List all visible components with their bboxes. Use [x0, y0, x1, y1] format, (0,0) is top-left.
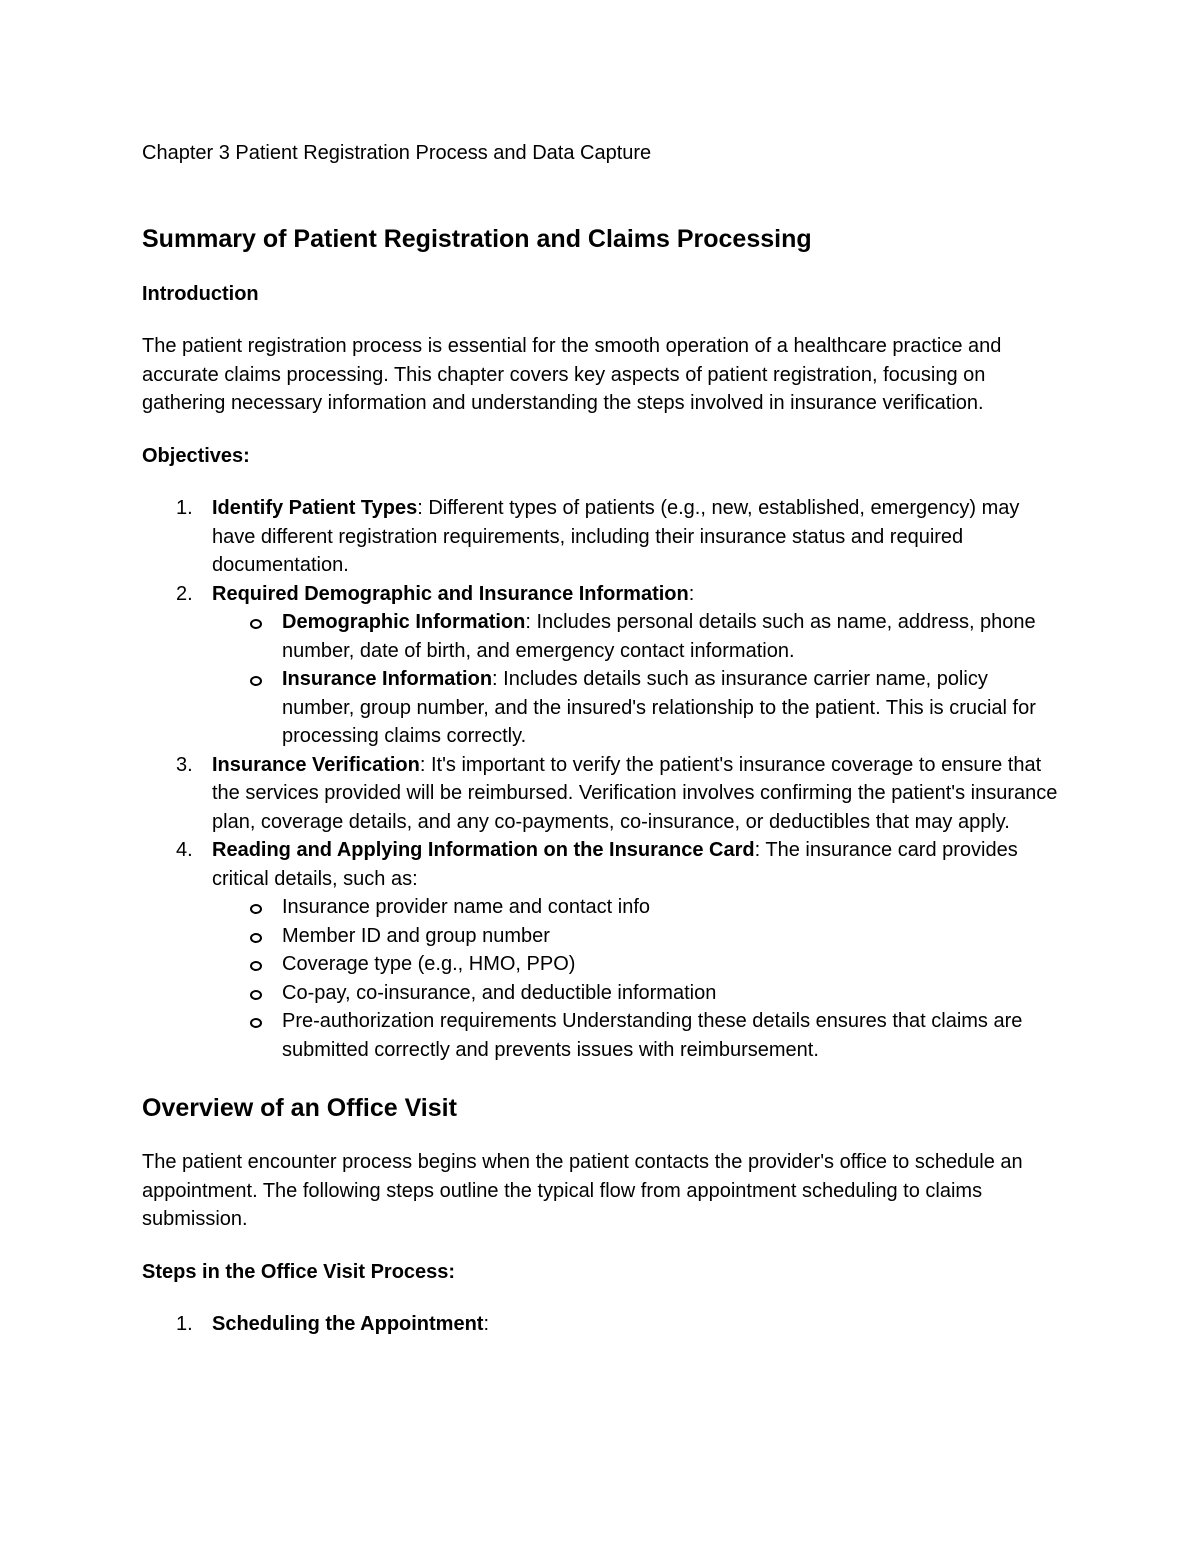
- circle-bullet-icon: [250, 904, 262, 914]
- objective-text: : The insurance card provides critical details, such as:: [212, 839, 1018, 890]
- sub-item-title: Demographic Information: [282, 611, 526, 633]
- sub-item-text: Member ID and group number: [282, 924, 550, 947]
- list-number: 3.: [176, 753, 193, 776]
- objective-item-3: [142, 751, 1062, 837]
- sub-item-text: : Includes details such as insurance carrier name, policy number, group number, and the insured's relationship to the patient. This is crucial for processing claims correctly.: [282, 668, 1036, 747]
- overview-heading: Overview of an Office Visit: [142, 1094, 457, 1122]
- objectives-list: [142, 494, 1062, 1064]
- objective-title: Reading and Applying Information on the Insurance Card: [212, 839, 755, 861]
- circle-bullet-icon: [250, 933, 262, 943]
- sub-item: [212, 922, 1062, 951]
- list-number: 1.: [176, 497, 193, 519]
- steps-heading: Steps in the Office Visit Process:: [142, 1260, 456, 1283]
- sub-item-text: Pre-authorization requirements Understanding these details ensures that claims are submitted correctly and prevents issues with reimbursement.: [282, 1010, 1023, 1061]
- objective-title: Identify Patient Types: [212, 497, 418, 519]
- objective-item-4: [142, 836, 1062, 1064]
- circle-bullet-icon: [250, 619, 262, 629]
- step-item-1: [142, 1310, 1062, 1339]
- objective-item-2: [142, 580, 1062, 751]
- step-text: :: [483, 1313, 490, 1335]
- objective-text: : It's important to verify the patient's insurance coverage to ensure that the services provided will be reimbursed. Verification involves confirming the patient's insurance plan, coverage details, and any co-payments, co-insurance, or deductibles that may apply.: [212, 753, 1058, 833]
- sub-item: [212, 665, 1062, 751]
- chapter-title: Chapter 3 Patient Registration Process and Data Capture: [142, 142, 652, 164]
- objective-item-1: [142, 494, 1062, 580]
- objective-text: :: [688, 582, 695, 605]
- circle-bullet-icon: [250, 990, 262, 1000]
- objective-title: Required Demographic and Insurance Information: [212, 582, 689, 605]
- circle-bullet-icon: [250, 676, 262, 686]
- sub-item-text: Coverage type (e.g., HMO, PPO): [282, 953, 576, 975]
- circle-bullet-icon: [250, 961, 262, 971]
- sub-item: [212, 950, 1062, 979]
- circle-bullet-icon: [250, 1018, 262, 1028]
- introduction-text: The patient registration process is essential for the smooth operation of a healthcare practice and accurate claims processing. This chapter covers key aspects of patient registration, focusing on gathering necessary information and understanding the steps involved in insurance verification.: [142, 335, 1002, 414]
- introduction-heading: Introduction: [142, 282, 259, 305]
- sub-item: [212, 608, 1062, 665]
- list-number: 4.: [176, 839, 193, 861]
- sub-item-text: Co-pay, co-insurance, and deductible information: [282, 981, 717, 1004]
- summary-heading: Summary of Patient Registration and Claims Processing: [142, 224, 812, 253]
- steps-list: [142, 1310, 1062, 1339]
- document-content: [142, 139, 1062, 1339]
- sub-item: [212, 979, 1062, 1008]
- step-title: Scheduling the Appointment: [212, 1313, 484, 1335]
- sub-item-title: Insurance Information: [282, 668, 493, 690]
- sub-item-text: Insurance provider name and contact info: [282, 896, 650, 918]
- list-number: 1.: [176, 1313, 193, 1335]
- objective-text: : Different types of patients (e.g., new, established, emergency) may have different registration requirements, including their insurance status and required documentation.: [212, 497, 1020, 576]
- objective-title: Insurance Verification: [212, 753, 420, 776]
- overview-text: The patient encounter process begins when the patient contacts the provider's office to schedule an appointment. The following steps outline the typical flow from appointment scheduling to claims submission.: [142, 1151, 1023, 1230]
- sub-list: [212, 893, 1062, 1064]
- sub-item-text: : Includes personal details such as name, address, phone number, date of birth, and emergency contact information.: [282, 611, 1036, 662]
- sub-list: [212, 608, 1062, 751]
- sub-item: [212, 1007, 1062, 1064]
- objectives-heading: Objectives:: [142, 444, 250, 467]
- list-number: 2.: [176, 582, 193, 605]
- sub-item: [212, 893, 1062, 922]
